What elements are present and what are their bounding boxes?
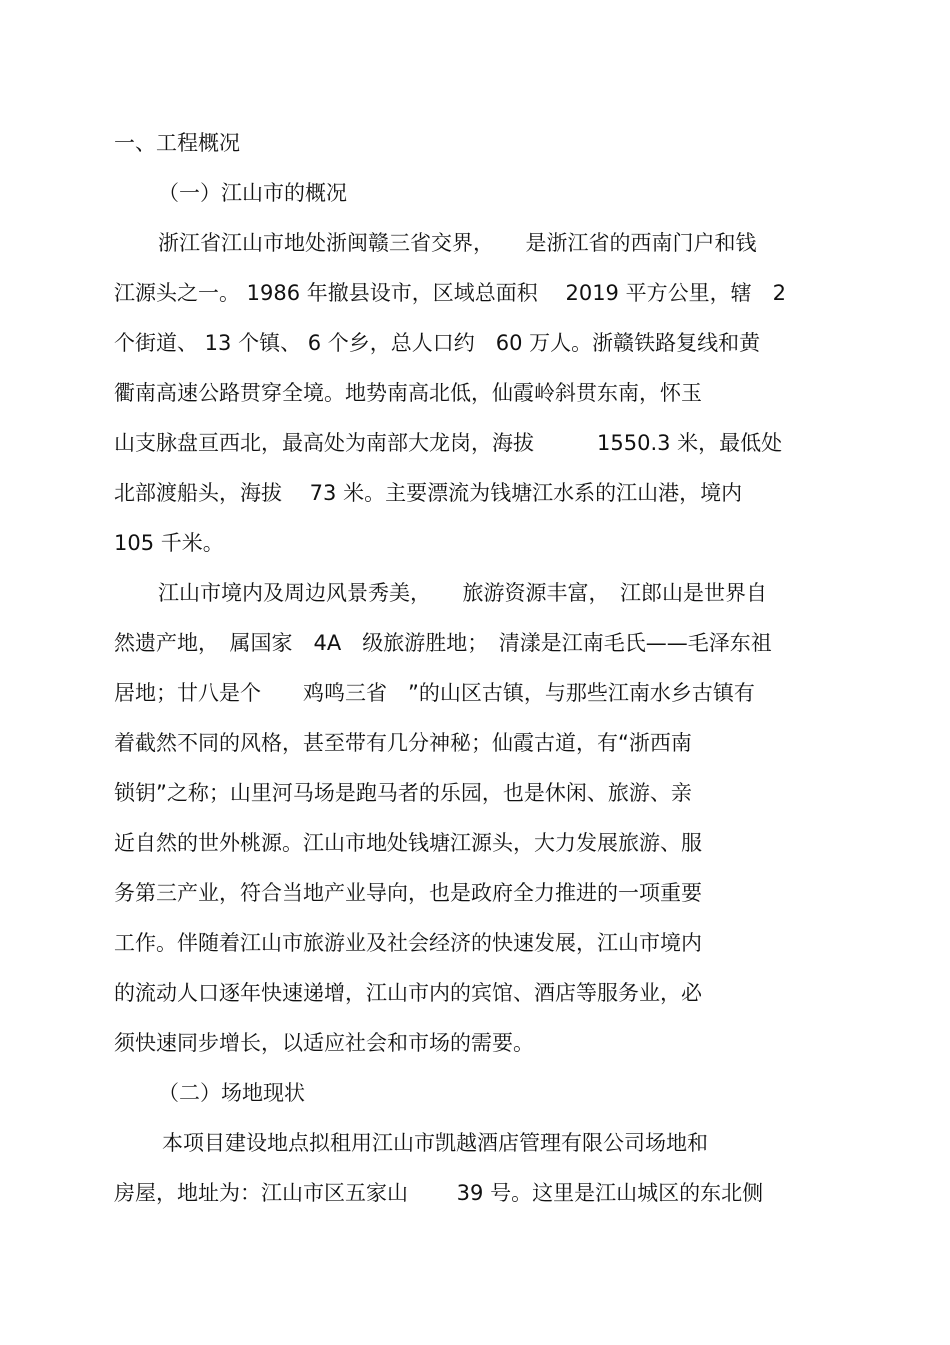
- paragraph-line: 然遗产地， 属国家 4A 级旅游胜地； 清漾是江南毛氏——毛泽东祖: [114, 631, 772, 655]
- paragraph-line: 近自然的世外桃源。江山市地处钱塘江源头，大力发展旅游、服: [114, 831, 702, 855]
- paragraph-line: 居地；廿八是个 鸡鸣三省 ”的山区古镇，与那些江南水乡古镇有: [114, 681, 755, 705]
- paragraph-line: 工作。伴随着江山市旅游业及社会经济的快速发展，江山市境内: [114, 931, 702, 955]
- paragraph-line: 衢南高速公路贯穿全境。地势南高北低，仙霞岭斜贯东南，怀玉: [114, 381, 702, 405]
- paragraph-line: 江山市境内及周边风景秀美， 旅游资源丰富， 江郎山是世界自: [158, 581, 767, 605]
- paragraph-line: 房屋，地址为：江山市区五家山 39 号。这里是江山城区的东北侧: [114, 1181, 764, 1205]
- paragraph-line: 着截然不同的风格，甚至带有几分神秘；仙霞古道，有“浙西南: [114, 731, 692, 755]
- paragraph-line: 须快速同步增长，以适应社会和市场的需要。: [114, 1031, 534, 1055]
- paragraph-line: 山支脉盘亘西北，最高处为南部大龙岗，海拔 1550.3 米，最低处: [114, 431, 783, 455]
- section-title-site-status: （二）场地现状: [158, 1081, 305, 1105]
- paragraph-line: 本项目建设地点拟租用江山市凯越酒店管理有限公司场地和: [162, 1131, 708, 1155]
- paragraph-line: 江源头之一。 1986 年撤县设市，区域总面积 2019 平方公里，辖 2: [114, 281, 786, 305]
- paragraph-line: 北部渡船头，海拔 73 米。主要漂流为钱塘江水系的江山港，境内: [114, 481, 743, 505]
- section-title-jiangshan-overview: （一）江山市的概况: [158, 181, 347, 205]
- paragraph-line: 务第三产业，符合当地产业导向，也是政府全力推进的一项重要: [114, 881, 702, 905]
- paragraph-line: 浙江省江山市地处浙闽赣三省交界， 是浙江省的西南门户和钱: [158, 231, 757, 255]
- paragraph-line: 105 千米。: [114, 531, 224, 555]
- paragraph-line: 的流动人口逐年快速递增，江山市内的宾馆、酒店等服务业，必: [114, 981, 702, 1005]
- heading-engineering-overview: 一、工程概况: [114, 131, 240, 155]
- paragraph-line: 个街道、 13 个镇、 6 个乡，总人口约 60 万人。浙赣铁路复线和黄: [114, 331, 761, 355]
- paragraph-line: 锁钥”之称；山里河马场是跑马者的乐园，也是休闲、旅游、亲: [114, 781, 692, 805]
